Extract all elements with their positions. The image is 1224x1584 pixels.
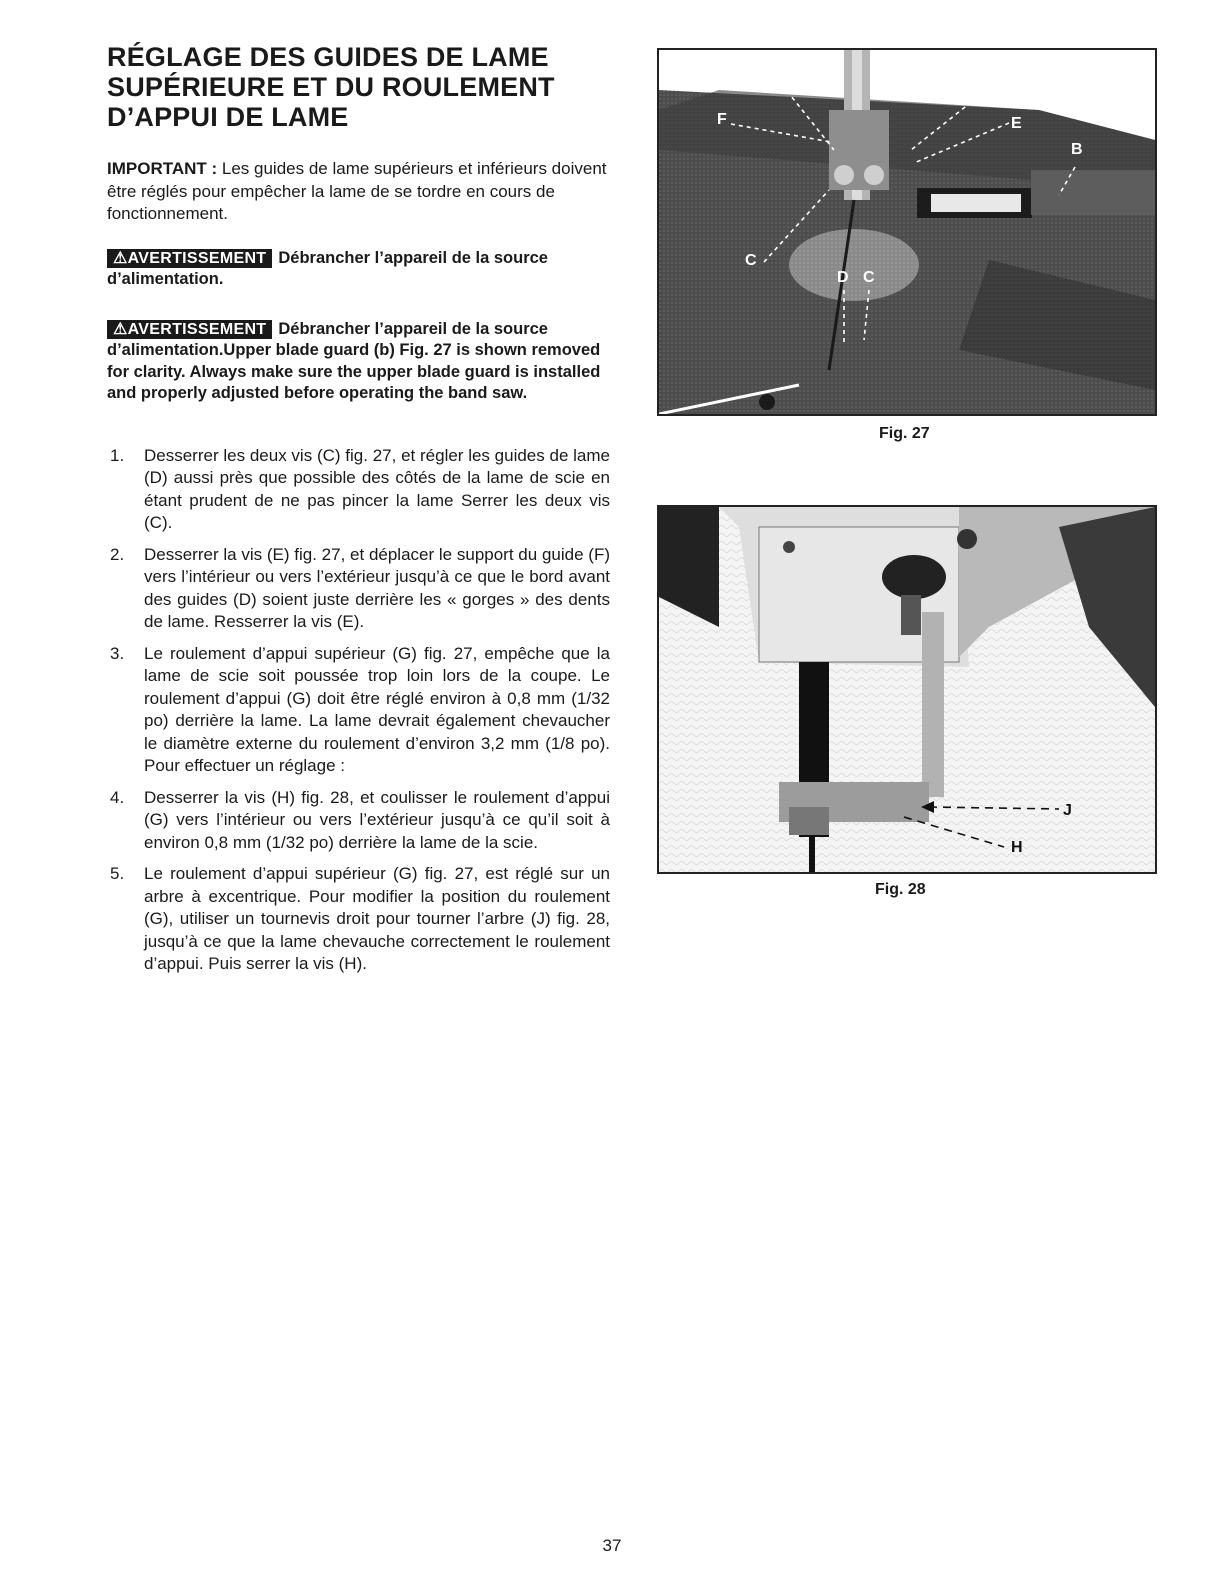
list-item xyxy=(107,787,610,855)
step-text: Desserrer la vis (E) fig. 27, et déplacer le support du guide (F) vers l’intérieur ou vers l’extérieur jusqu’à ce que le bord avant des guides (D) soient juste derrière les « gorges » des dents de lame. Resserrer la vis (E). xyxy=(144,544,610,631)
callout-label: D xyxy=(837,269,849,286)
step-number: 3. xyxy=(110,643,125,663)
callout-label: C xyxy=(863,269,875,286)
list-item xyxy=(107,863,610,976)
warning-text: Débrancher l’appareil de la source d’alimentation. xyxy=(107,248,548,288)
step-number: 1. xyxy=(110,445,125,465)
page-title xyxy=(107,42,610,132)
warning-badge: ⚠AVERTISSEMENT xyxy=(107,249,272,268)
page-number: 37 xyxy=(602,1536,622,1555)
list-item xyxy=(107,643,610,778)
list-item xyxy=(107,445,610,535)
callout-label: G xyxy=(779,71,792,88)
callout-label: F xyxy=(717,111,727,128)
callout-label: J xyxy=(1063,802,1072,819)
figure-28 xyxy=(657,505,1157,874)
warning-2 xyxy=(107,319,610,405)
figure-28-photo xyxy=(659,507,1155,872)
step-text: Le roulement d’appui supérieur (G) fig. 27, est réglé sur un arbre à excentrique. Pour modifier la position du roulement (G), utiliser un tournevis droit pour tourner l’arbre (J) fig. 28, jusqu’à ce que la lame chevauche correctement le roulement d’appui. Puis serrer la vis (H). xyxy=(144,864,610,973)
warning-text: Débrancher l’appareil de la source d’alimentation.Upper blade guard (b) Fig. 27 is shown removed for clarity. Always make sure the upper blade guard is installed and properly adjusted before operating the band saw. xyxy=(107,319,601,402)
step-text: Desserrer la vis (H) fig. 28, et coulisser le roulement d’appui (G) vers l’intérieur ou vers l’extérieur jusqu’à ce qu’il soit à environ 0,8 mm (1/32 po) derrière la lame de la scie. xyxy=(144,787,610,852)
title-line-3: D’APPUI DE LAME xyxy=(107,102,349,132)
figure-27 xyxy=(657,48,1157,416)
figure-27-caption: Fig. 27 xyxy=(879,425,930,442)
important-label: IMPORTANT : xyxy=(107,159,218,178)
step-number: 2. xyxy=(110,544,125,564)
step-text: Le roulement d’appui supérieur (G) fig. 27, empêche que la lame de scie soit poussée trop loin lors de la coupe. Le roulement d’appui (G) doit être réglé environ à 0,8 mm (1/32 po) derrière la lame. La lame devrait également chevaucher le diamètre externe du roulement d’environ 3,2 mm (1/8 po). Pour effectuer un réglage : xyxy=(144,643,610,775)
important-text: Les guides de lame supérieurs et inférieurs doivent être réglés pour empêcher la lame de se tordre en cours de fonctionnement. xyxy=(107,159,607,223)
callout-label: C xyxy=(745,252,757,269)
callout-label: B xyxy=(1071,141,1083,158)
title-line-2: SUPÉRIEURE ET DU ROULEMENT xyxy=(107,72,555,102)
callout-label: H xyxy=(987,79,999,96)
steps-list xyxy=(107,445,610,976)
callout-label: E xyxy=(1011,115,1022,132)
step-number: 4. xyxy=(110,787,125,807)
figure-27-photo xyxy=(659,50,1155,414)
list-item xyxy=(107,544,610,634)
important-note xyxy=(107,158,610,226)
title-line-1: RÉGLAGE DES GUIDES DE LAME xyxy=(107,42,549,72)
figure-28-caption: Fig. 28 xyxy=(875,881,926,898)
callout-label: H xyxy=(1011,839,1023,856)
step-text: Desserrer les deux vis (C) fig. 27, et régler les guides de lame (D) aussi près que possible des côtés de la lame de scie en étant prudent de ne pas pincer la lame Serrer les deux vis (C). xyxy=(144,445,610,532)
warning-1 xyxy=(107,248,610,291)
text-column xyxy=(107,42,610,985)
warning-badge: ⚠AVERTISSEMENT xyxy=(107,320,272,339)
step-number: 5. xyxy=(110,864,125,883)
